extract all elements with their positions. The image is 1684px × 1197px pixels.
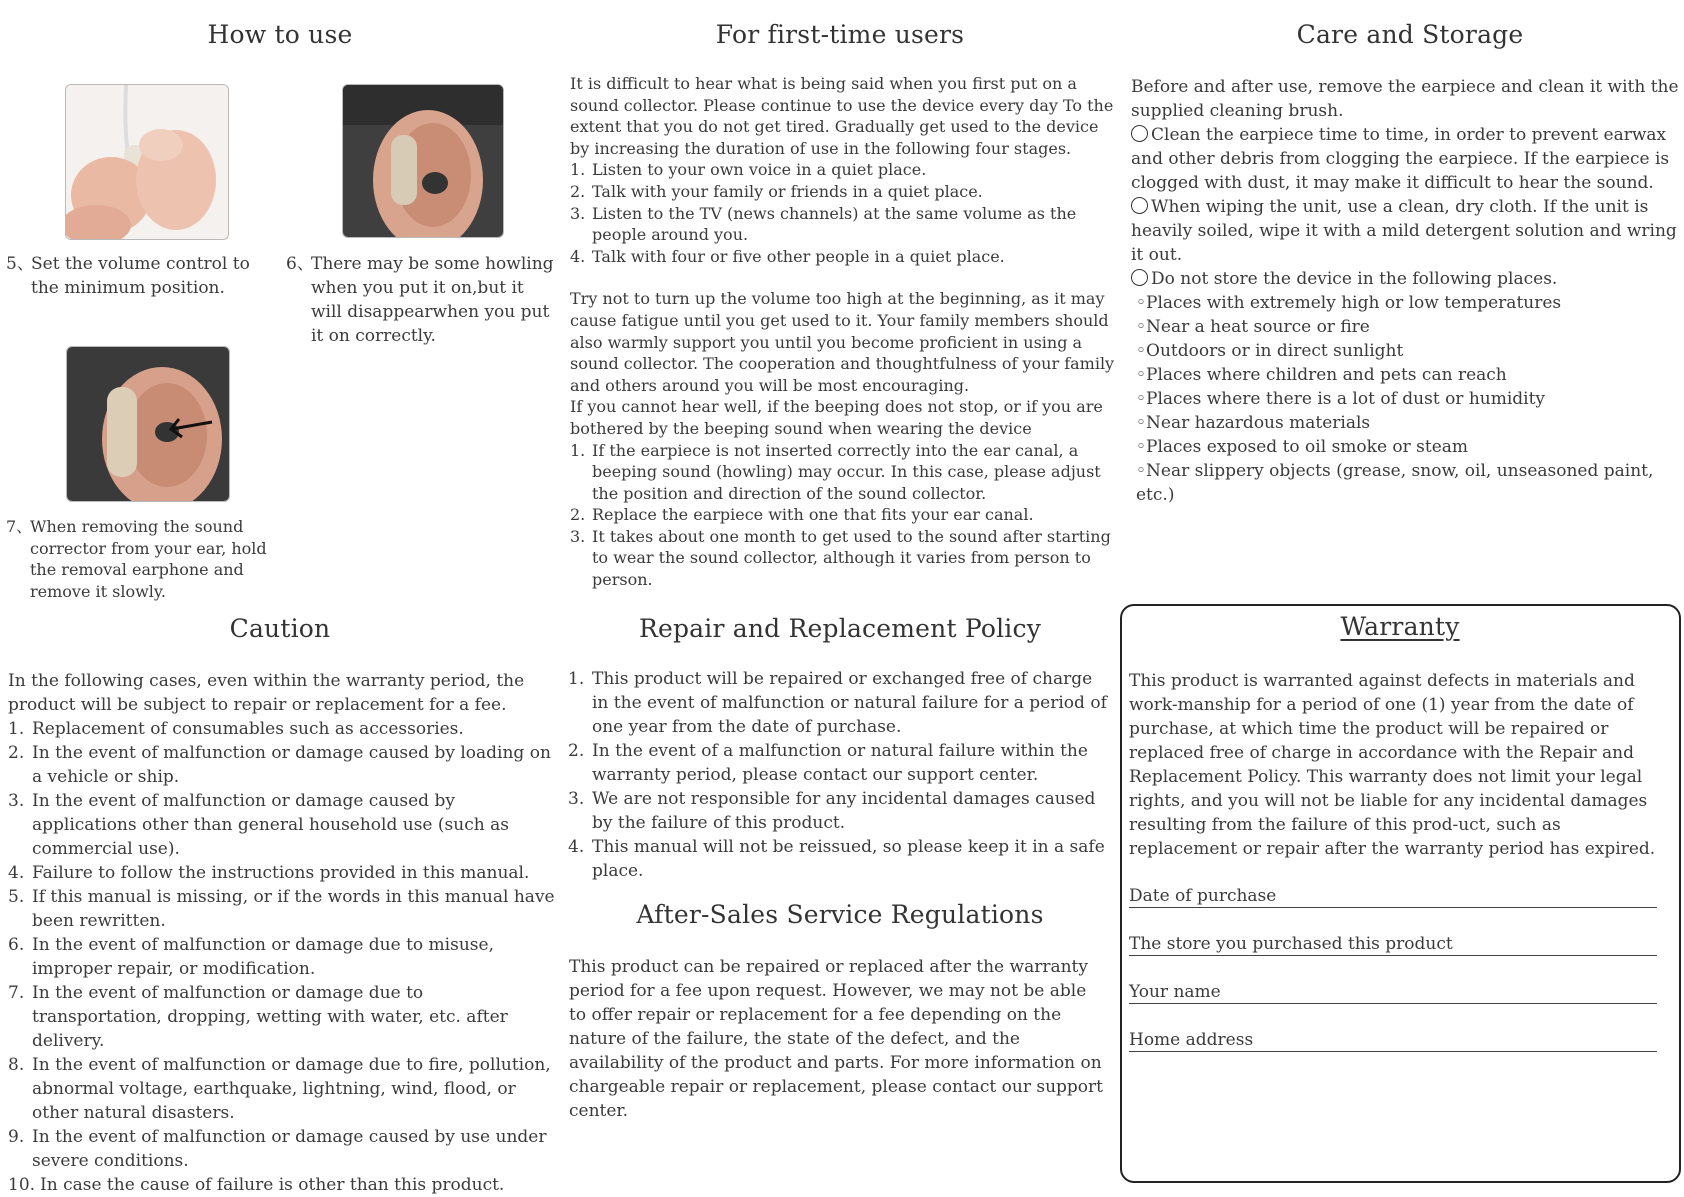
list-number: 4.	[568, 837, 585, 857]
storage-places-list	[1131, 291, 1683, 507]
caution-intro: In the following cases, even within the warranty period, the product will be subject to repair or replacement for a fee.	[8, 671, 525, 715]
list-item	[8, 717, 556, 741]
list-item: ◦Places exposed to oil smoke or steam	[1136, 437, 1469, 457]
list-item	[570, 526, 1116, 591]
list-item: ◦Near hazardous materials	[1136, 413, 1371, 433]
field-label: The store you purchased this product	[1129, 934, 1453, 954]
list-item: ◦Outdoors or in direct sunlight	[1136, 341, 1404, 361]
list-number: 2.	[8, 743, 25, 763]
step-5	[6, 252, 256, 300]
date-of-purchase-field[interactable]	[1129, 885, 1657, 908]
list-number: 3.	[568, 789, 585, 809]
list-text: In the event of malfunction or damage due to fire, pollution, abnormal voltage, earthquake, lightning, wind, flood, or other natural disasters.	[32, 1055, 551, 1123]
first-time-paragraph-2: Try not to turn up the volume too high at the beginning, as it may cause fatigue until you get used to it. Your family members should also warmly support you until you become proficient in using a sound collector. The cooperation and thoughtfulness of your family and others around you will be most encouraging.	[570, 289, 1115, 395]
list-item	[568, 739, 1108, 787]
circle-bullet-icon	[1131, 269, 1148, 286]
first-time-intro: It is difficult to hear what is being said when you first put on a sound collector. Please continue to use the device every day To the extent that you do not get tired. Gradually get used to the device by increasing the duration of use in the following four stages.	[570, 74, 1114, 158]
list-number: 1.	[8, 719, 25, 739]
after-sales-title: After-Sales Service Regulations	[636, 900, 1044, 929]
list-item	[8, 1125, 556, 1173]
list-item	[568, 835, 1108, 883]
care-item-2	[1131, 195, 1683, 267]
list-text: It takes about one month to get used to the sound after starting to wear the sound collector, although it varies from person to person.	[592, 526, 1111, 590]
step-6	[286, 252, 554, 348]
field-label: Home address	[1129, 1030, 1254, 1050]
list-number: 4.	[8, 863, 25, 883]
list-number: 1.	[570, 440, 586, 460]
warranty-text: This product is warranted against defects in materials and work-manship for a period of one (1) year from the date of purchase, at which time the product will be repaired or replaced free of charge in accordance with the Repair and Replacement Policy. This warranty does not limit your legal rights, and you will not be liable for any incidental damages resulting from the failure of this prod-uct, such as replacement or repair after the warranty period has expired.	[1129, 671, 1656, 859]
list-item: ◦Places where children and pets can reach	[1136, 365, 1507, 385]
care-item-1	[1131, 123, 1683, 195]
list-item: ◦Places with extremely high or low temperatures	[1136, 293, 1562, 313]
list-item	[568, 667, 1108, 739]
list-item	[8, 885, 556, 933]
care-item-text: Clean the earpiece time to time, in order to prevent earwax and other debris from clogging the earpiece. If the earpiece is clogged with dust, it may make it difficult to hear the sound.	[1131, 125, 1670, 193]
list-text: In the event of malfunction or damage due to transportation, dropping, wetting with water, etc. after delivery.	[32, 983, 508, 1051]
list-number: 2.	[570, 181, 586, 201]
first-time-paragraph-3: If you cannot hear well, if the beeping does not stop, or if you are bothered by the beeping sound when wearing the device	[570, 397, 1103, 438]
list-text: This manual will not be reissued, so please keep it in a safe place.	[592, 837, 1105, 881]
home-address-field[interactable]	[1129, 1029, 1657, 1052]
repair-policy-title: Repair and Replacement Policy	[638, 614, 1042, 643]
ear-removal-arrow-photo	[66, 346, 230, 502]
list-item: ◦Places where there is a lot of dust or humidity	[1136, 389, 1546, 409]
list-item	[570, 159, 1116, 181]
list-item	[8, 933, 556, 981]
list-item	[570, 440, 1116, 505]
care-storage-title: Care and Storage	[1296, 20, 1524, 49]
circle-bullet-icon	[1131, 197, 1148, 214]
list-number: 3.	[8, 791, 25, 811]
ear-with-device-photo	[342, 84, 504, 238]
step-7-number: 7、	[6, 517, 33, 536]
list-number: 10.	[8, 1175, 36, 1195]
first-time-section	[570, 73, 1116, 591]
list-number: 9.	[8, 1127, 25, 1147]
care-storage-section	[1131, 75, 1683, 507]
list-number: 5.	[8, 887, 25, 907]
list-text: In the event of malfunction or damage due to misuse, improper repair, or modification.	[32, 935, 494, 979]
list-text: Failure to follow the instructions provided in this manual.	[32, 863, 530, 883]
step-6-number: 6、	[286, 254, 314, 274]
list-text: In the event of malfunction or damage caused by use under severe conditions.	[32, 1127, 547, 1171]
list-item	[8, 1173, 556, 1197]
list-item	[8, 1053, 556, 1125]
list-text: In the event of malfunction or damage caused by applications other than general household use (such as commercial use).	[32, 791, 509, 859]
list-text: In the event of a malfunction or natural failure within the warranty period, please contact our support center.	[592, 741, 1088, 785]
list-text: We are not responsible for any incidental damages caused by the failure of this product.	[592, 789, 1096, 833]
list-item	[8, 741, 556, 789]
list-item: ◦Near slippery objects (grease, snow, oil, unseasoned paint, etc.)	[1136, 461, 1654, 505]
warranty-title: Warranty	[1340, 612, 1460, 641]
care-item-text: Do not store the device in the following places.	[1151, 269, 1558, 289]
field-label: Date of purchase	[1129, 886, 1277, 906]
list-number: 1.	[568, 669, 585, 689]
list-text: Replace the earpiece with one that fits your ear canal.	[592, 505, 1034, 525]
step-5-number: 5、	[6, 254, 34, 274]
list-number: 3.	[570, 526, 586, 546]
list-text: Talk with your family or friends in a quiet place.	[592, 181, 983, 201]
step-5-text: Set the volume control to the minimum position.	[31, 254, 250, 298]
hand-adjusting-volume-photo	[65, 84, 229, 240]
list-number: 2.	[570, 505, 586, 525]
caution-section	[8, 669, 556, 1197]
caution-title: Caution	[229, 614, 331, 643]
circle-bullet-icon	[1131, 125, 1148, 142]
list-text: Replacement of consumables such as accessories.	[32, 719, 464, 739]
list-text: Listen to the TV (news channels) at the same volume as the people around you.	[592, 203, 1077, 245]
caution-list	[8, 717, 556, 1197]
list-number: 8.	[8, 1055, 25, 1075]
care-item-text: When wiping the unit, use a clean, dry cloth. If the unit is heavily soiled, wipe it with a mild detergent solution and wring it out.	[1131, 197, 1677, 265]
list-number: 4.	[570, 246, 586, 266]
list-number: 1.	[570, 160, 586, 180]
care-intro: Before and after use, remove the earpiece and clean it with the supplied cleaning brush.	[1131, 77, 1679, 121]
list-item	[8, 789, 556, 861]
list-number: 7.	[8, 983, 25, 1003]
first-time-stages-list	[570, 159, 1116, 267]
step-7	[6, 516, 268, 602]
how-to-use-title: How to use	[207, 20, 353, 49]
list-item: ◦Near a heat source or fire	[1136, 317, 1370, 337]
step-6-text: There may be some howling when you put it on,but it will disappearwhen you put it on correctly.	[311, 254, 554, 346]
list-number: 3.	[570, 203, 586, 223]
list-text: Listen to your own voice in a quiet place.	[592, 160, 927, 180]
repair-policy-section	[568, 667, 1108, 883]
field-label: Your name	[1129, 982, 1221, 1002]
list-item	[570, 246, 1116, 268]
store-purchased-field[interactable]	[1129, 933, 1657, 956]
care-item-3	[1131, 267, 1683, 291]
first-time-users-title: For first-time users	[715, 20, 965, 49]
after-sales-text: This product can be repaired or replaced after the warranty period for a fee upon request. However, we may not be able to offer repair or replacement for a fee depending on the nature of the failure, the state of the defect, and the availability of the product and parts. For more information on chargeable repair or replacement, please contact our support center.	[569, 957, 1103, 1121]
step-7-text: When removing the sound corrector from your ear, hold the removal earphone and remove it slowly.	[30, 517, 267, 601]
list-text: If this manual is missing, or if the words in this manual have been rewritten.	[32, 887, 555, 931]
list-item	[570, 203, 1116, 246]
repair-policy-list	[568, 667, 1108, 883]
list-item	[568, 787, 1108, 835]
your-name-field[interactable]	[1129, 981, 1657, 1004]
list-item	[8, 861, 556, 885]
first-time-tips-list	[570, 440, 1116, 591]
list-number: 6.	[8, 935, 25, 955]
list-text: Talk with four or five other people in a quiet place.	[592, 246, 1005, 266]
list-text: This product will be repaired or exchanged free of charge in the event of malfunction or natural failure for a period of one year from the date of purchase.	[592, 669, 1107, 737]
list-number: 2.	[568, 741, 585, 761]
list-text: If the earpiece is not inserted correctly into the ear canal, a beeping sound (howling) may occur. In this case, please adjust the position and direction of the sound collector.	[592, 440, 1101, 503]
list-text: In the event of malfunction or damage caused by loading on a vehicle or ship.	[32, 743, 551, 787]
list-item	[570, 181, 1116, 203]
list-text: In case the cause of failure is other than this product.	[40, 1175, 505, 1195]
list-item	[570, 504, 1116, 526]
list-item	[8, 981, 556, 1053]
